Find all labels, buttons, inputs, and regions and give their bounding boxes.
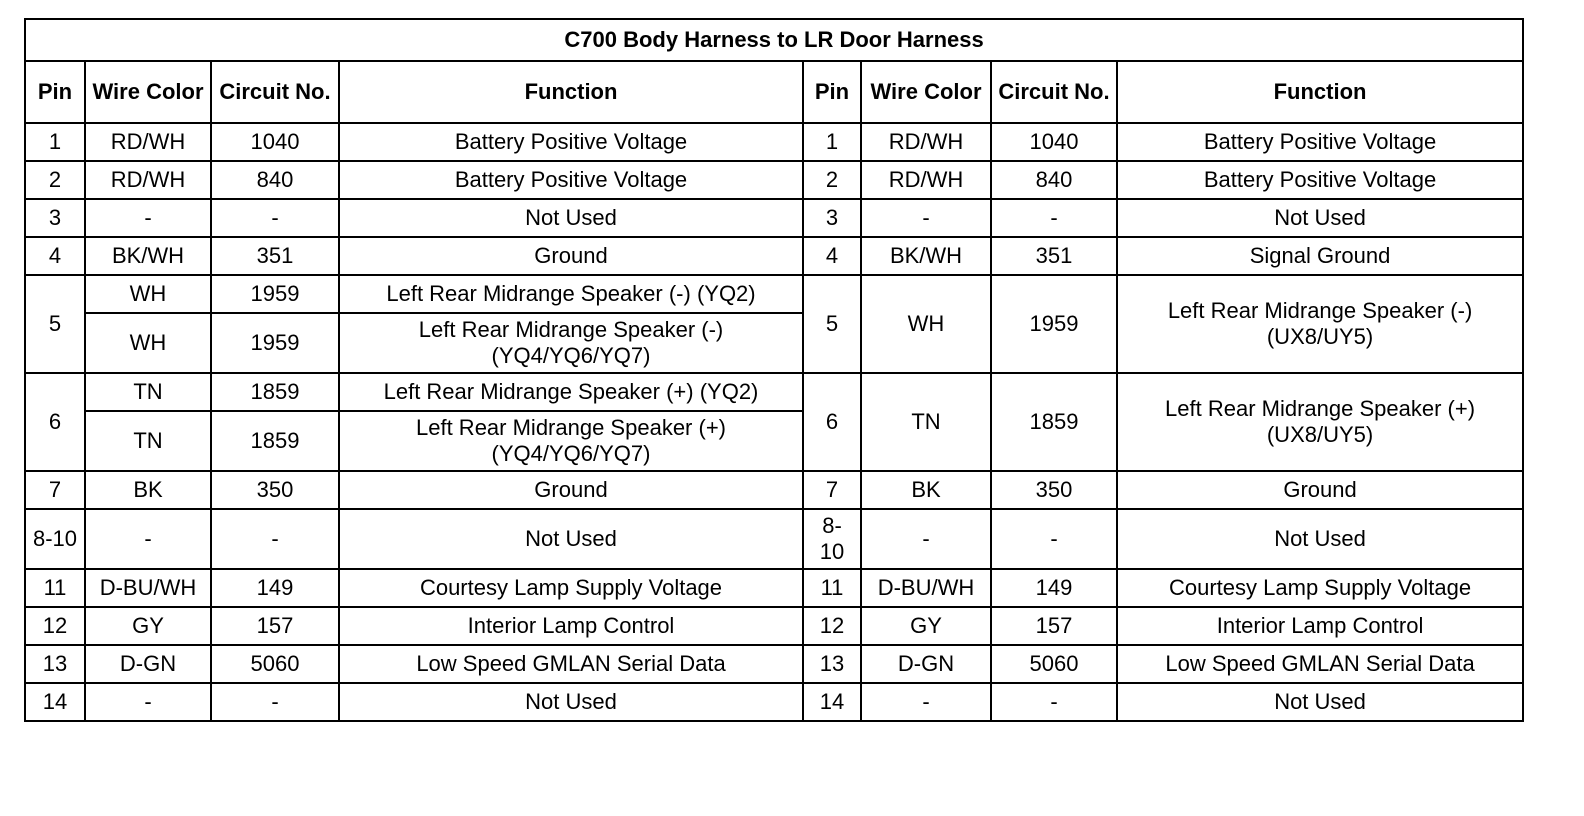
left-function-cell: Interior Lamp Control [339,607,803,645]
right-function-cell: Battery Positive Voltage [1117,123,1523,161]
right-pin-header: Pin [803,61,861,123]
left-circuit-cell: 149 [211,569,339,607]
right-wire-color-cell: - [861,509,991,569]
right-pin-cell: 4 [803,237,861,275]
right-circuit-cell: 350 [991,471,1117,509]
left-pin-cell: 11 [25,569,85,607]
right-function-cell: Not Used [1117,509,1523,569]
right-wire-color-cell: RD/WH [861,123,991,161]
right-circuit-cell: - [991,683,1117,721]
right-function-cell: Interior Lamp Control [1117,607,1523,645]
table-row [25,471,1523,509]
right-wire-color-header: Wire Color [861,61,991,123]
table-row [25,199,1523,237]
left-wire-color-cell: D-GN [85,645,211,683]
right-wire-color-cell: - [861,683,991,721]
right-wire-color-cell: D-BU/WH [861,569,991,607]
left-pin-cell: 7 [25,471,85,509]
table-row [25,683,1523,721]
right-wire-color-cell: GY [861,607,991,645]
right-pin-cell: 11 [803,569,861,607]
left-wire-color-cell: TN [85,411,211,471]
left-pin-cell: 4 [25,237,85,275]
right-circuit-no-header: Circuit No. [991,61,1117,123]
right-pin-cell: 13 [803,645,861,683]
left-function-cell: Left Rear Midrange Speaker (+) (YQ4/YQ6/YQ7) [339,411,803,471]
table-row [25,161,1523,199]
left-pin-cell: 1 [25,123,85,161]
left-function-cell: Left Rear Midrange Speaker (-) (YQ2) [339,275,803,313]
right-pin-cell: 3 [803,199,861,237]
right-circuit-cell: 5060 [991,645,1117,683]
right-circuit-cell: - [991,509,1117,569]
left-function-cell: Low Speed GMLAN Serial Data [339,645,803,683]
left-wire-color-cell: BK [85,471,211,509]
right-pin-cell: 1 [803,123,861,161]
right-pin-cell: 14 [803,683,861,721]
left-circuit-cell: 351 [211,237,339,275]
right-function-cell: Low Speed GMLAN Serial Data [1117,645,1523,683]
left-wire-color-cell: GY [85,607,211,645]
right-circuit-cell: 1859 [991,373,1117,471]
right-wire-color-cell: WH [861,275,991,373]
right-pin-cell: 12 [803,607,861,645]
left-function-cell: Not Used [339,199,803,237]
right-circuit-cell: 149 [991,569,1117,607]
left-function-cell: Left Rear Midrange Speaker (+) (YQ2) [339,373,803,411]
left-circuit-cell: 1859 [211,411,339,471]
right-function-cell: Not Used [1117,199,1523,237]
header-row [25,61,1523,123]
left-circuit-cell: 1959 [211,313,339,373]
table-row [25,569,1523,607]
left-wire-color-cell: - [85,509,211,569]
left-wire-color-cell: WH [85,275,211,313]
table-row [25,275,1523,313]
left-function-cell: Not Used [339,509,803,569]
right-pin-cell: 5 [803,275,861,373]
right-pin-cell: 8-10 [803,509,861,569]
table-row [25,645,1523,683]
table-row [25,237,1523,275]
left-circuit-no-header: Circuit No. [211,61,339,123]
left-function-cell: Courtesy Lamp Supply Voltage [339,569,803,607]
left-function-cell: Not Used [339,683,803,721]
left-pin-cell: 14 [25,683,85,721]
left-wire-color-cell: BK/WH [85,237,211,275]
right-function-cell: Courtesy Lamp Supply Voltage [1117,569,1523,607]
right-wire-color-cell: RD/WH [861,161,991,199]
right-circuit-cell: 351 [991,237,1117,275]
right-pin-cell: 6 [803,373,861,471]
right-pin-cell: 7 [803,471,861,509]
connector-pinout-table [24,18,1524,722]
left-pin-cell: 5 [25,275,85,373]
right-function-cell: Battery Positive Voltage [1117,161,1523,199]
left-pin-cell: 8-10 [25,509,85,569]
left-circuit-cell: - [211,199,339,237]
right-wire-color-cell: D-GN [861,645,991,683]
left-circuit-cell: - [211,509,339,569]
left-wire-color-cell: TN [85,373,211,411]
table-row [25,123,1523,161]
left-wire-color-header: Wire Color [85,61,211,123]
left-wire-color-cell: RD/WH [85,123,211,161]
right-wire-color-cell: BK [861,471,991,509]
left-function-header: Function [339,61,803,123]
right-circuit-cell: - [991,199,1117,237]
left-wire-color-cell: D-BU/WH [85,569,211,607]
left-circuit-cell: 1959 [211,275,339,313]
left-circuit-cell: 157 [211,607,339,645]
left-circuit-cell: 350 [211,471,339,509]
right-function-cell: Left Rear Midrange Speaker (+) (UX8/UY5) [1117,373,1523,471]
left-circuit-cell: 840 [211,161,339,199]
table-row [25,509,1523,569]
left-wire-color-cell: RD/WH [85,161,211,199]
right-circuit-cell: 840 [991,161,1117,199]
left-function-cell: Ground [339,471,803,509]
right-wire-color-cell: BK/WH [861,237,991,275]
left-pin-header: Pin [25,61,85,123]
right-wire-color-cell: - [861,199,991,237]
left-circuit-cell: 5060 [211,645,339,683]
left-circuit-cell: 1859 [211,373,339,411]
right-function-cell: Left Rear Midrange Speaker (-) (UX8/UY5) [1117,275,1523,373]
left-circuit-cell: - [211,683,339,721]
right-function-cell: Ground [1117,471,1523,509]
right-function-cell: Not Used [1117,683,1523,721]
table-row [25,607,1523,645]
left-circuit-cell: 1040 [211,123,339,161]
left-wire-color-cell: WH [85,313,211,373]
left-function-cell: Battery Positive Voltage [339,161,803,199]
left-pin-cell: 2 [25,161,85,199]
right-pin-cell: 2 [803,161,861,199]
table-row [25,373,1523,411]
right-function-cell: Signal Ground [1117,237,1523,275]
right-circuit-cell: 1040 [991,123,1117,161]
left-function-cell: Left Rear Midrange Speaker (-) (YQ4/YQ6/YQ7) [339,313,803,373]
right-wire-color-cell: TN [861,373,991,471]
table-title: C700 Body Harness to LR Door Harness [25,19,1523,61]
right-circuit-cell: 157 [991,607,1117,645]
right-function-header: Function [1117,61,1523,123]
left-function-cell: Ground [339,237,803,275]
left-pin-cell: 6 [25,373,85,471]
left-function-cell: Battery Positive Voltage [339,123,803,161]
left-pin-cell: 13 [25,645,85,683]
left-pin-cell: 3 [25,199,85,237]
left-wire-color-cell: - [85,683,211,721]
left-wire-color-cell: - [85,199,211,237]
right-circuit-cell: 1959 [991,275,1117,373]
left-pin-cell: 12 [25,607,85,645]
